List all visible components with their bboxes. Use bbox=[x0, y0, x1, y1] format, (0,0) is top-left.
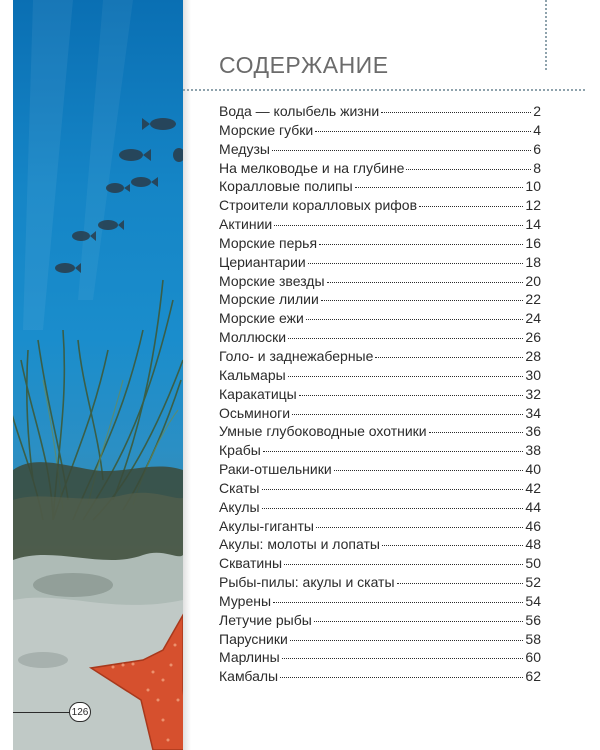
toc-entry-title: Раки-отшельники bbox=[219, 461, 332, 478]
toc-entry-page: 8 bbox=[533, 159, 541, 176]
toc-entry-page: 28 bbox=[525, 347, 541, 364]
dot-leader bbox=[274, 225, 523, 226]
toc-entry-page: 6 bbox=[533, 140, 541, 157]
toc-entry-page: 4 bbox=[533, 121, 541, 138]
toc-entry-page: 14 bbox=[525, 216, 541, 233]
toc-entry bbox=[219, 103, 541, 122]
toc-entry-title: Цериантарии bbox=[219, 253, 306, 270]
fish bbox=[119, 149, 151, 161]
toc-entry bbox=[219, 141, 541, 160]
toc-entry bbox=[219, 423, 541, 442]
toc-entry-page: 36 bbox=[525, 423, 541, 440]
toc-entry bbox=[219, 649, 541, 668]
dot-leader bbox=[327, 282, 524, 283]
dot-leader bbox=[284, 564, 523, 565]
toc-entry-title: Морские губки bbox=[219, 121, 314, 138]
toc-entry-title: Кальмары bbox=[219, 366, 286, 383]
toc-entry-title: Морские перья bbox=[219, 234, 318, 251]
toc-entry bbox=[219, 536, 541, 555]
toc-entry bbox=[219, 178, 541, 197]
toc-entry-page: 32 bbox=[525, 385, 541, 402]
toc-entry bbox=[219, 499, 541, 518]
dot-leader bbox=[355, 187, 524, 188]
toc-entry bbox=[219, 160, 541, 179]
toc-entry bbox=[219, 668, 541, 687]
toc-entry-page: 30 bbox=[525, 366, 541, 383]
toc-entry bbox=[219, 273, 541, 292]
toc-entry-title: На мелководье и на глубине bbox=[219, 159, 405, 176]
toc-entry-title: Акулы: молоты и лопаты bbox=[219, 536, 380, 553]
page-footer bbox=[13, 702, 89, 722]
toc-entry bbox=[219, 310, 541, 329]
dot-leader bbox=[262, 508, 524, 509]
dot-leader bbox=[306, 319, 524, 320]
page-number: 126 bbox=[69, 702, 91, 722]
toc-entry-title: Крабы bbox=[219, 442, 261, 459]
toc-entry bbox=[219, 518, 541, 537]
toc-entry-title: Морские ежи bbox=[219, 310, 304, 327]
toc-entry-title: Голо- и заднежаберные bbox=[219, 347, 374, 364]
toc-entry-title: Актинии bbox=[219, 216, 273, 233]
dot-leader bbox=[375, 357, 523, 358]
toc-entry-title: Медузы bbox=[219, 140, 270, 157]
toc-entry-page: 16 bbox=[525, 234, 541, 251]
toc-entry bbox=[219, 442, 541, 461]
toc-entry-title: Морские звезды bbox=[219, 272, 325, 289]
toc-entry bbox=[219, 367, 541, 386]
toc-entry-title: Акулы-гиганты bbox=[219, 517, 314, 534]
toc-entry-page: 62 bbox=[525, 668, 541, 685]
toc-entry-page: 2 bbox=[533, 103, 541, 119]
toc-entry-page: 42 bbox=[525, 479, 541, 496]
toc-entry bbox=[219, 461, 541, 480]
dot-leader bbox=[315, 131, 531, 132]
toc-entry-page: 54 bbox=[525, 592, 541, 609]
toc-entry bbox=[219, 291, 541, 310]
toc-entry-page: 48 bbox=[525, 536, 541, 553]
toc-entry-title: Мурены bbox=[219, 592, 272, 609]
dot-leader bbox=[292, 414, 523, 415]
toc-entry bbox=[219, 405, 541, 424]
toc-entry-title: Рыбы-пилы: акулы и скаты bbox=[219, 574, 395, 591]
toc-entry bbox=[219, 631, 541, 650]
dot-leader bbox=[282, 658, 524, 659]
toc-entry-page: 20 bbox=[525, 272, 541, 289]
vertical-dotted-rule bbox=[545, 0, 547, 70]
dot-leader bbox=[290, 640, 524, 641]
dot-leader bbox=[397, 583, 524, 584]
dot-leader bbox=[273, 602, 523, 603]
dot-leader bbox=[419, 206, 523, 207]
dot-leader bbox=[262, 489, 524, 490]
dot-leader bbox=[308, 263, 524, 264]
toc-entry-title: Камбалы bbox=[219, 668, 279, 685]
toc-entry bbox=[219, 480, 541, 499]
toc-entry-page: 56 bbox=[525, 611, 541, 628]
toc-entry-page: 38 bbox=[525, 442, 541, 459]
toc-entry-title: Моллюски bbox=[219, 329, 287, 346]
dot-leader bbox=[406, 169, 531, 170]
toc-entry-title: Строители коралловых рифов bbox=[219, 197, 418, 214]
dot-leader bbox=[299, 395, 524, 396]
toc-entry bbox=[219, 574, 541, 593]
toc-entry bbox=[219, 235, 541, 254]
horizontal-dotted-rule bbox=[183, 89, 585, 91]
page-title: СОДЕРЖАНИЕ bbox=[219, 52, 389, 78]
dot-leader bbox=[288, 376, 524, 377]
toc-entry-title: Марлины bbox=[219, 649, 280, 666]
toc-entry bbox=[219, 329, 541, 348]
dot-leader bbox=[280, 677, 523, 678]
toc-entry-page: 24 bbox=[525, 310, 541, 327]
toc-entry bbox=[219, 197, 541, 216]
toc-entry-page: 58 bbox=[525, 630, 541, 647]
dot-leader bbox=[321, 300, 524, 301]
table-of-contents bbox=[219, 103, 541, 687]
fish bbox=[173, 148, 183, 162]
toc-entry-page: 26 bbox=[525, 329, 541, 346]
toc-entry-title: Коралловые полипы bbox=[219, 178, 353, 195]
fish bbox=[142, 118, 176, 130]
dot-leader bbox=[334, 470, 524, 471]
toc-entry bbox=[219, 122, 541, 141]
dot-leader bbox=[316, 527, 523, 528]
toc-entry bbox=[219, 254, 541, 273]
toc-entry-page: 46 bbox=[525, 517, 541, 534]
toc-entry-title: Осьминоги bbox=[219, 404, 291, 421]
toc-entry-title: Вода — колыбель жизни bbox=[219, 103, 380, 119]
toc-entry-page: 22 bbox=[525, 291, 541, 308]
dot-leader bbox=[272, 150, 531, 151]
toc-entry-title: Каракатицы bbox=[219, 385, 297, 402]
toc-entry bbox=[219, 555, 541, 574]
toc-entry-title: Летучие рыбы bbox=[219, 611, 312, 628]
fish bbox=[55, 263, 81, 273]
toc-entry-title: Парусники bbox=[219, 630, 288, 647]
dot-leader bbox=[263, 451, 524, 452]
toc-entry bbox=[219, 216, 541, 235]
footer-rule bbox=[13, 712, 71, 713]
toc-entry-page: 34 bbox=[525, 404, 541, 421]
toc-entry-title: Умные глубоководные охотники bbox=[219, 423, 427, 440]
toc-entry-title: Скаты bbox=[219, 479, 260, 496]
fish bbox=[98, 220, 124, 230]
dot-leader bbox=[314, 621, 524, 622]
toc-entry bbox=[219, 348, 541, 367]
toc-entry-page: 44 bbox=[525, 498, 541, 515]
toc-entry-title: Акулы bbox=[219, 498, 260, 515]
underwater-scene bbox=[13, 0, 183, 750]
toc-entry-title: Скватины bbox=[219, 555, 283, 572]
fish bbox=[106, 183, 130, 193]
dot-leader bbox=[381, 112, 531, 113]
toc-entry-page: 50 bbox=[525, 555, 541, 572]
toc-entry-page: 12 bbox=[525, 197, 541, 214]
dot-leader bbox=[382, 545, 523, 546]
toc-entry-page: 10 bbox=[525, 178, 541, 195]
dot-leader bbox=[288, 338, 523, 339]
underwater-photo bbox=[13, 0, 183, 750]
toc-entry-title: Морские лилии bbox=[219, 291, 319, 308]
toc-entry-page: 60 bbox=[525, 649, 541, 666]
dot-leader bbox=[429, 432, 524, 433]
toc-entry bbox=[219, 612, 541, 631]
dot-leader bbox=[319, 244, 523, 245]
toc-entry bbox=[219, 386, 541, 405]
toc-entry-page: 52 bbox=[525, 574, 541, 591]
toc-entry bbox=[219, 593, 541, 612]
toc-entry-page: 40 bbox=[525, 461, 541, 478]
fish-school bbox=[55, 118, 183, 273]
fish bbox=[131, 177, 158, 187]
photo-edge-shadow bbox=[183, 0, 191, 750]
toc-entry-page: 18 bbox=[525, 253, 541, 270]
